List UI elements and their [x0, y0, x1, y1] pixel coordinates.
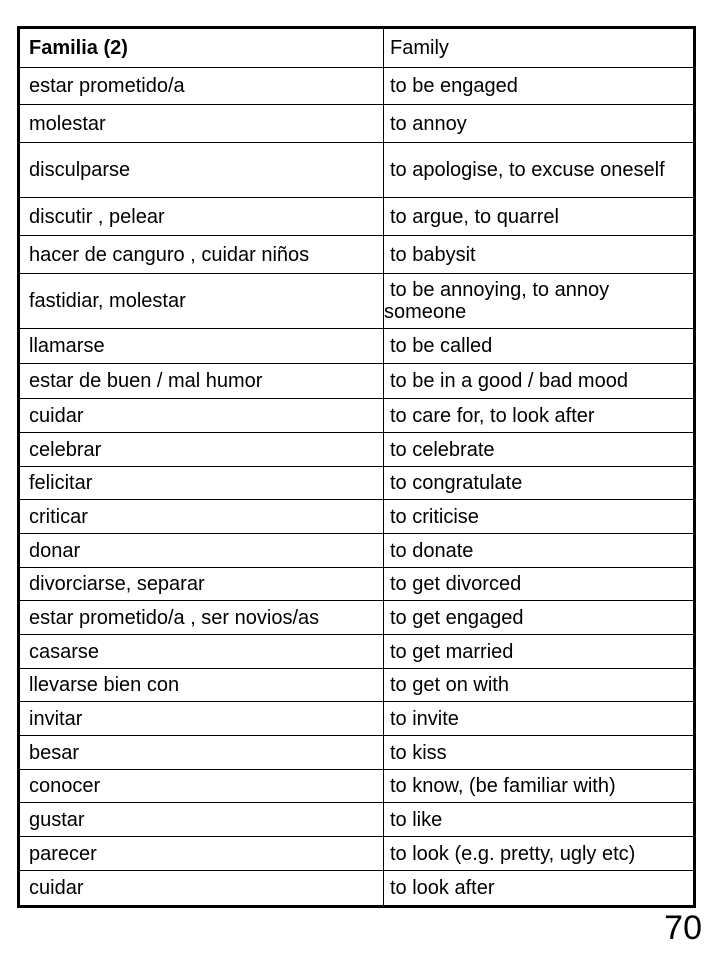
- english-translation-text: to be annoying, to annoy someone: [384, 279, 610, 323]
- spanish-term: llamarse: [19, 329, 384, 364]
- spanish-term: molestar: [19, 105, 384, 143]
- english-translation: to be called: [384, 329, 695, 364]
- english-translation: to get on with: [384, 669, 695, 702]
- spanish-term: cuidar: [19, 871, 384, 907]
- spanish-term: estar prometido/a: [19, 68, 384, 105]
- english-translation: to kiss: [384, 736, 695, 770]
- english-translation: to look (e.g. pretty, ugly etc): [384, 837, 695, 871]
- spanish-term: divorciarse, separar: [19, 568, 384, 601]
- english-translation: to criticise: [384, 500, 695, 534]
- header-english: Family: [384, 28, 695, 68]
- table-row: [19, 837, 695, 871]
- spanish-term: donar: [19, 534, 384, 568]
- page-number: 70: [664, 909, 702, 947]
- table-row: [19, 635, 695, 669]
- table-row: [19, 702, 695, 736]
- spanish-term: felicitar: [19, 467, 384, 500]
- table-row: [19, 274, 695, 329]
- english-translation: to be in a good / bad mood: [384, 364, 695, 399]
- english-translation: to know, (be familiar with): [384, 770, 695, 803]
- spanish-term: celebrar: [19, 433, 384, 467]
- english-translation: to annoy: [384, 105, 695, 143]
- spanish-term: cuidar: [19, 399, 384, 433]
- spanish-term: parecer: [19, 837, 384, 871]
- english-translation: to argue, to quarrel: [384, 198, 695, 236]
- spanish-term: casarse: [19, 635, 384, 669]
- spanish-term: hacer de canguro , cuidar niños: [19, 236, 384, 274]
- spanish-term: discutir , pelear: [19, 198, 384, 236]
- spanish-term: estar prometido/a , ser novios/as: [19, 601, 384, 635]
- english-translation: to babysit: [384, 236, 695, 274]
- table-row: [19, 500, 695, 534]
- table-row: [19, 68, 695, 105]
- table-row: [19, 329, 695, 364]
- table-row: [19, 736, 695, 770]
- table-row: [19, 105, 695, 143]
- english-translation: [384, 143, 695, 198]
- table-row: [19, 467, 695, 500]
- english-translation-text: to apologise, to excuse oneself: [390, 159, 665, 181]
- spanish-term: estar de buen / mal humor: [19, 364, 384, 399]
- spanish-term: fastidiar, molestar: [19, 274, 384, 329]
- table-row: [19, 871, 695, 907]
- english-translation: to look after: [384, 871, 695, 907]
- table-row: [19, 568, 695, 601]
- table-row: [19, 143, 695, 198]
- header-spanish: Familia (2): [19, 28, 384, 68]
- english-translation: to invite: [384, 702, 695, 736]
- table-row: [19, 399, 695, 433]
- english-translation: to celebrate: [384, 433, 695, 467]
- table-row: [19, 236, 695, 274]
- table-row: [19, 770, 695, 803]
- table-row: [19, 601, 695, 635]
- english-translation: [384, 274, 695, 329]
- vocabulary-table: [17, 26, 696, 908]
- english-translation: to get married: [384, 635, 695, 669]
- english-translation: to congratulate: [384, 467, 695, 500]
- english-translation: to like: [384, 803, 695, 837]
- english-translation: to get divorced: [384, 568, 695, 601]
- spanish-term: criticar: [19, 500, 384, 534]
- table-header-row: [19, 28, 695, 68]
- spanish-term: disculparse: [19, 143, 384, 198]
- english-translation: to be engaged: [384, 68, 695, 105]
- spanish-term: gustar: [19, 803, 384, 837]
- spanish-term: llevarse bien con: [19, 669, 384, 702]
- spanish-term: besar: [19, 736, 384, 770]
- spanish-term: invitar: [19, 702, 384, 736]
- table-row: [19, 534, 695, 568]
- english-translation: to donate: [384, 534, 695, 568]
- table-row: [19, 669, 695, 702]
- table-row: [19, 803, 695, 837]
- table-row: [19, 364, 695, 399]
- spanish-term: conocer: [19, 770, 384, 803]
- english-translation: to get engaged: [384, 601, 695, 635]
- table-row: [19, 198, 695, 236]
- english-translation: to care for, to look after: [384, 399, 695, 433]
- vocabulary-rows: [19, 68, 695, 907]
- table-row: [19, 433, 695, 467]
